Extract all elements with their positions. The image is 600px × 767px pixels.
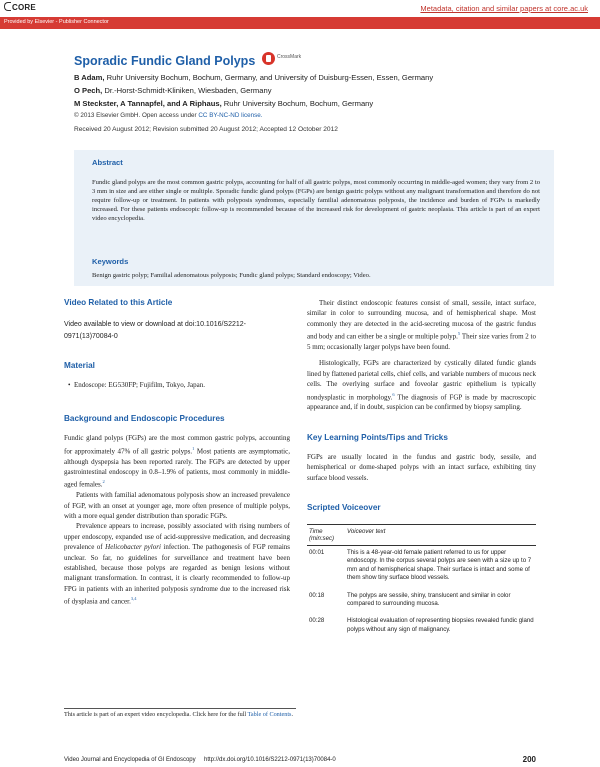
background-paragraph: Patients with familial adenomatous polyposis show an increased prevalence of FGP, with an onset at younger age, more often presence of multiple polyps, with a more equal gender distribution than sporadic FGPs.	[64, 491, 290, 520]
provider-strip	[0, 17, 600, 29]
copyright-line: © 2013 Elsevier GmbH. Open access under CC BY-NC-ND license.	[74, 112, 263, 119]
citation-ref[interactable]: 2	[102, 479, 105, 485]
voiceover-table	[307, 524, 536, 640]
time-column-header: Time (min:sec)	[307, 524, 345, 545]
text-column-header: Voiceover text	[345, 524, 536, 545]
bullet-icon: •	[68, 381, 74, 389]
core-metadata-link[interactable]: Metadata, citation and similar papers at core.ac.uk	[420, 4, 588, 13]
citation-ref[interactable]: 5	[457, 331, 461, 337]
author-list	[74, 71, 433, 110]
table-row	[307, 545, 536, 588]
footnote: This article is part of an expert video encyclopedia. Click here for the full Table of Contents.	[64, 711, 294, 718]
abstract-text: Fundic gland polyps are the most common gastric polyps, accounting for half of all gastric polyps, most commonly occurring in middle-aged women; they vary from 2 to 3 mm in size and are either single or multiple. Sporadic fundic gland polyps (FGPs) are benign gastric polyps without any malignant transformation and therefore do not require follow-up or treatment. In patients with polyposis syndromes, especially familial adenomatous polyposis, the incidence and burden of FGPs is markedly increased. For these patients endoscopic follow-up is recommended because of the increased risk for development of gastric neoplasia. This article is part of an expert video encyclopedia.	[92, 179, 540, 222]
license-link[interactable]: CC BY-NC-ND license.	[198, 112, 263, 119]
table-row	[307, 614, 536, 640]
footnote-divider	[64, 708, 296, 709]
provided-by-text[interactable]: Provided by Elsevier - Publisher Connector	[4, 19, 109, 25]
row-time: 00:18	[309, 591, 325, 599]
table-header-row	[307, 524, 536, 545]
key-learning-heading: Key Learning Points/Tips and Tricks	[307, 432, 448, 442]
key-learning-text: FGPs are usually located in the fundus and gastric body, sessile, and hemispherical or dome-shaped polyps with an intact surface, exhibiting tiny surface blood vessels.	[307, 452, 536, 482]
histology-paragraph: Histologically, FGPs are characterized by cystically dilated fundic glands lined by flattened parietal cells, chief cells, and variable numbers of mucous neck cells. The overlying surface and foveolar gastric epithelium is typically nondysplastic in morphology.$^6$ The diagnosis of FGP is made by macroscopic appearance and, if in doubt, suspicion can be confirmed by biopsy sampling.	[307, 359, 536, 412]
crossmark-badge[interactable]	[262, 51, 312, 67]
table-row	[307, 589, 536, 615]
author-line: M Steckster, A Tannapfel, and A Riphaus, Ruhr University Bochum, Bochum, Germany	[74, 99, 374, 108]
right-column	[307, 298, 536, 640]
background-paragraph: Prevalence appears to increase, possibly associated with rising numbers of upper endoscopy, expanded use of acid-suppressive medication, and decreasing prevalence of Helicobacter pylori infection. The pathogenesis of FGP remains unclear. So far, no guidelines for surveillance and treatment have been established, because those polyps are regarded as benign lesions without malignant transformation. In contrast, it is clearly recommended to follow-up FPG in patients with an inherited polyposis syndrome due to the increased risk of dysplasia and cancer.$^{3,4}$	[64, 522, 290, 606]
author-line: O Pech, Dr.-Horst-Schmidt-Kliniken, Wiesbaden, Germany	[74, 86, 272, 95]
keywords-text: Benign gastric polyp; Familial adenomatous polyposis; Fundic gland polyps; Standard endoscopy; Video.	[92, 272, 371, 279]
citation-ref[interactable]: 6	[392, 391, 395, 397]
core-logo[interactable]: CORE	[4, 2, 36, 12]
material-item: Endoscope: EG530FP; Fujifilm, Tokyo, Japan.	[73, 381, 205, 389]
row-text: This is a 48-year-old female patient referred to us for upper endoscopy. In the corpus several polyps are seen with a size up to 7 mm and of hemispherical shape. Their surface is intact and some of them show tiny surface blood vessels.	[347, 548, 532, 582]
table-of-contents-link[interactable]: Table of Contents	[247, 711, 292, 718]
article-title: Sporadic Fundic Gland Polyps	[74, 54, 256, 68]
background-heading: Background and Endoscopic Procedures	[64, 414, 225, 424]
doi-link[interactable]: http://dx.doi.org/10.1016/S2212-0971(13)70084-0	[204, 757, 336, 763]
video-text[interactable]: Video available to view or download at doi:10.1016/S2212-0971(13)70084-0	[64, 321, 246, 340]
material-heading: Material	[64, 361, 95, 370]
row-text: The polyps are sessile, shiny, translucent and similar in color compared to surrounding mucosa.	[347, 591, 511, 607]
features-paragraph: Their distinct endoscopic features consist of small, sessile, intact surface, similar in color to surrounding mucosa, and of hemispherical shape. Most commonly they are detected in the acid-secreting mucosa of the gastric fundus and body and can either be a single or multiple polyp.$^5$ Their size varies from 2 to 5 mm; occasionally larger polyps have been found.	[307, 299, 537, 351]
citation-ref[interactable]: 3,4	[130, 596, 137, 602]
left-column	[64, 298, 290, 607]
abstract-box	[74, 150, 554, 286]
page-number: 200	[522, 755, 536, 764]
author-line: B Adam, Ruhr University Bochum, Bochum, Germany, and University of Duisburg-Essen, Essen, Germany	[74, 73, 434, 82]
crossmark-label: CrossMark	[277, 54, 302, 60]
received-dates: Received 20 August 2012; Revision submitted 20 August 2012; Accepted 12 October 2012	[74, 126, 338, 133]
crossmark-icon	[262, 52, 275, 65]
row-time: 00:28	[309, 617, 325, 625]
core-logo-icon	[4, 2, 11, 11]
background-paragraph: Fundic gland polyps (FGPs) are the most common gastric polyps, accounting for approximately 47% of all gastric polyps.$^1$ Most patients are asymptomatic, although dyspepsia has been reported rarely. The FGPs are detected by upper gastrointestinal endoscopy in 0.8–1.9% of patients, most commonly in middle-aged females.$^2$	[64, 434, 290, 489]
voiceover-heading: Scripted Voiceover	[307, 502, 381, 512]
abstract-heading: Abstract	[92, 158, 123, 167]
video-heading: Video Related to this Article	[64, 298, 173, 307]
row-time: 00:01	[309, 548, 325, 556]
journal-name: Video Journal and Encyclopedia of GI Endoscopy	[64, 757, 196, 763]
citation-ref[interactable]: 1	[192, 445, 195, 451]
material-list	[64, 380, 290, 390]
row-text: Histological evaluation of representing biopsies revealed fundic gland polyps without any sign of malignancy.	[347, 617, 534, 633]
keywords-heading: Keywords	[92, 257, 129, 266]
